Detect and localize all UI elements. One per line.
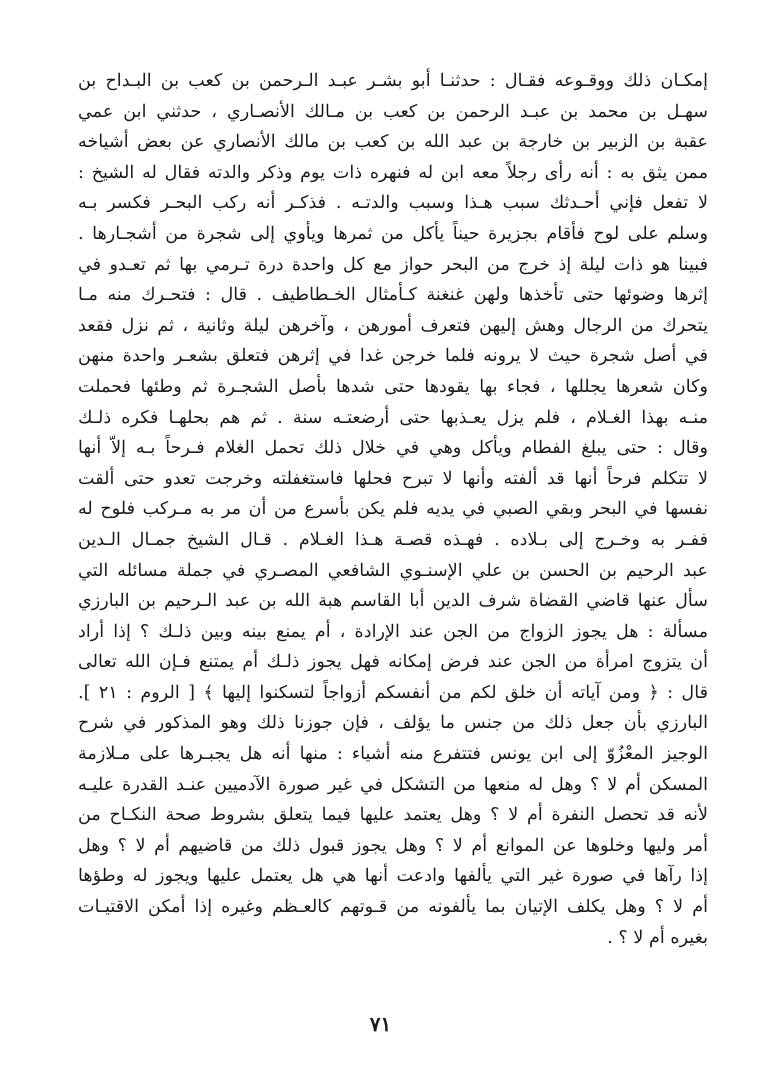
text-line: فبينا هو ذات ليلة إذ خرج من البحر حواز مع كل واحدة درة تـرمي بها ثم تعـدو في — [78, 254, 708, 275]
page-number: ٧١ — [369, 1012, 392, 1036]
text-line: أمر وليها وخلوها عن الموانع أم لا ؟ وهل يجوز قبول ذلك من قاضيهم أم لا ؟ وهل — [78, 835, 708, 856]
text-line: في أصل شجرة حيث لا يرونه فلما خرجن غدا في إثرهن فتعلق بشعـر واحدة منهن — [78, 346, 708, 367]
text-line: الوجيز المعْزُوّ إلى ابن يونس فتتفرع منه أشياء : منها أنه هل يجبـرها على مـلازمة — [78, 744, 708, 765]
text-line: قال : ﴿ ومن آياته أن خلق لكم من أنفسكم أزواجاً لتسكنوا إليها ﴾ [ الروم : ٢١ ]. — [78, 682, 708, 703]
text-line: عبد الرحيم بن الحسن بن علي الإسنـوي الشافعي المصـري في جملة مسائله التي — [78, 560, 708, 581]
text-line: عقبة بن الزبير بن خارجة بن عبد الله بن كعب بن مالك الأنصاري عن بعض أشياخه — [78, 132, 708, 153]
text-line: إذا رآها في صورة غير التي يألفها وادعت أنها هي هل يعتمل عليها ويجوز له وطؤها — [78, 866, 708, 887]
text-line: لا تتكلم فرحاً أنها قد ألفته وأنها لا تبرح فحلها فاستغفلته وخرجت تعدو حتى ألقت — [78, 468, 708, 489]
page-body — [78, 66, 708, 953]
text-line: ممن يثق به : أنه رأى رجلاً معه ابن له فنهره ذات يوم وذكر والدته فقال له الشيخ : — [78, 162, 708, 183]
text-line: وسلم على لوح فأقام بجزيرة حيناً يأكل من ثمرها ويأوي إلى شجرة من أشجـارها . — [78, 223, 708, 244]
text-line: أن يتزوج امرأة من الجن عند فرض إمكانه فهل يجوز ذلـك أم يمتنع فـإن الله تعالى — [78, 652, 708, 673]
text-line: البارزي بأن جعل ذلك من جنس ما يؤلف ، فإن جوزنا ذلك وهو المذكور في شرح — [78, 713, 708, 734]
text-line: لا تفعل فإني أحـدثك سبب هـذا وسبب والدتـه . فذكـر أنه ركب البحـر فكسر بـه — [78, 193, 708, 214]
text-line: ففـر به وخـرج إلى بـلاده . فهـذه قصـة هـذا الغـلام . قـال الشيخ جمـال الـدين — [78, 529, 708, 550]
text-line: يتحرك من الرجال وهش إليهن فتعرف أمورهن ، وآخرهن ليلة وثانية ، ثم نزل فقعد — [78, 315, 708, 336]
text-line: لأنه قد تحصل النفرة أم لا ؟ وهل يعتمد عليها فيما يتعلق بشروط صحة النكـاح من — [78, 805, 708, 826]
text-line: إمكـان ذلك ووقـوعه فقـال : حدثنـا أبو بشـر عبـد الـرحمن بن كعب بن البـداح بن — [78, 71, 708, 91]
text-line: وقال : حتى يبلغ الفطام ويأكل وهي في خلال ذلك تحمل الغلام فـرحاً بـه إلاّ أنها — [78, 438, 708, 459]
text-line: نفسها في البحر وبقي الصبي في يديه فلم يكن بأسرع من أن مر به مـركب فلوح له — [78, 499, 708, 520]
text-line: منـه بهذا الغـلام ، فلم يزل يعـذبها حتى أرضعتـه سنة . ثم هم بحلهـا فكره ذلـك — [78, 407, 708, 428]
text-line: وكان شعرها يجللها ، فجاء بها يقودها حتى شدها بأصل الشجـرة ثم وطئها فحملت — [78, 376, 708, 397]
text-line: إثرها وضوئها حتى تأخذها ولهن غنغنة كـأمثال الخـطاطيف . قال : فتحـرك منه مـا — [78, 285, 708, 306]
text-line: أم لا ؟ وهل يكلف الإتيان بما يألفونه من قـوتهم كالعـظم وغيره إذا أمكن الاقتيـات — [78, 897, 708, 918]
text-line: سهـل بن محمد بن عبـد الرحمن بن كعب بن مـالك الأنصـاري ، حدثني ابن عمي — [78, 101, 708, 122]
text-line: بغيره أم لا ؟ . — [607, 927, 708, 948]
text-line: مسألة : هل يجوز الزواج من الجن عند الإرادة ، أم يمنع بينه وبين ذلـك ؟ إذا أراد — [78, 621, 708, 642]
text-line: المسكن أم لا ؟ وهل له منعها من التشكل في غير صورة الآدميين عنـد القدرة عليـه — [78, 774, 708, 795]
text-line: سأل عنها قاضي القضاة شرف الدين أبا القاسم هبة الله بن عبد الـرحيم بن البارزي — [78, 591, 708, 612]
